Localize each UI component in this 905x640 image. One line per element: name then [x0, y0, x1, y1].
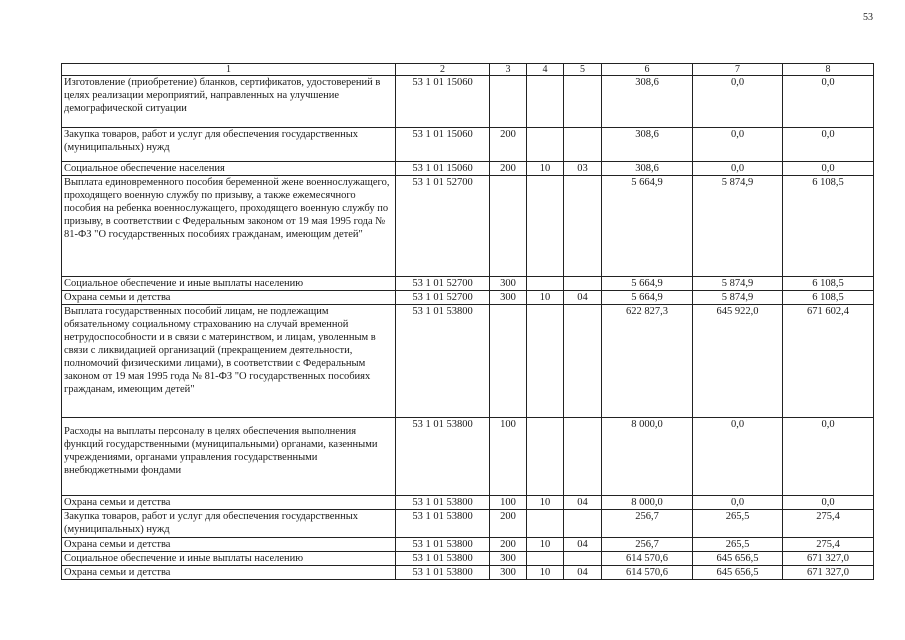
- row-value-8: 6 108,5: [783, 277, 874, 291]
- row-value-8: 275,4: [783, 510, 874, 538]
- row-value-6: 5 664,9: [602, 176, 693, 277]
- row-c5: [564, 510, 602, 538]
- row-name: Закупка товаров, работ и услуг для обеспечения государственных (муниципальных) нужд: [62, 128, 396, 162]
- row-c5: 03: [564, 162, 602, 176]
- row-c5: 04: [564, 496, 602, 510]
- row-c5: 04: [564, 566, 602, 580]
- row-c5: 04: [564, 538, 602, 552]
- row-c3: [490, 76, 527, 128]
- row-c5: [564, 305, 602, 418]
- page-number: 53: [863, 12, 873, 23]
- header-cell: 8: [783, 64, 874, 76]
- table-row: [62, 176, 874, 277]
- header-cell: 6: [602, 64, 693, 76]
- row-value-6: 622 827,3: [602, 305, 693, 418]
- row-c3: 300: [490, 277, 527, 291]
- row-code: 53 1 01 52700: [396, 291, 490, 305]
- table-row: [62, 538, 874, 552]
- row-value-7: 645 656,5: [693, 552, 783, 566]
- header-cell: 2: [396, 64, 490, 76]
- row-value-7: 0,0: [693, 128, 783, 162]
- header-cell: 4: [527, 64, 564, 76]
- header-cell: 1: [62, 64, 396, 76]
- row-name: Охрана семьи и детства: [62, 496, 396, 510]
- row-c4: [527, 76, 564, 128]
- row-value-7: 0,0: [693, 76, 783, 128]
- row-code: 53 1 01 15060: [396, 76, 490, 128]
- row-value-7: 645 656,5: [693, 566, 783, 580]
- row-code: 53 1 01 52700: [396, 277, 490, 291]
- row-name: Выплата государственных пособий лицам, не подлежащим обязательному социальному страхованию на случай временной нетрудоспособности и в связи с материнством, и лицам, уволенным в связи с ликвидацией организаций (прекращением деятельности, полномочий физическими лицами), в соответствии с Федеральным законом от 19 мая 1995 года № 81-ФЗ "О государственных пособиях гражданам, имеющим детей": [62, 305, 396, 418]
- row-name: Расходы на выплаты персоналу в целях обеспечения выполнения функций государственными (муниципальными) органами, казенными учреждениями, органами управления государственными внебюджетными фондами: [62, 418, 396, 496]
- row-value-7: 5 874,9: [693, 291, 783, 305]
- row-c4: [527, 176, 564, 277]
- table-header-row: [62, 64, 874, 76]
- row-value-6: 614 570,6: [602, 552, 693, 566]
- table-row: [62, 277, 874, 291]
- row-name: Выплата единовременного пособия беременной жене военнослужащего, проходящего военную службу по призыву, а также ежемесячного пособия на ребенка военнослужащего, проходящего военную службу по призыву, в соответствии с Федеральным законом от 19 мая 1995 года № 81-ФЗ "О государственных пособиях гражданам, имеющим детей": [62, 176, 396, 277]
- row-c3: 200: [490, 162, 527, 176]
- row-name: Охрана семьи и детства: [62, 566, 396, 580]
- row-c5: 04: [564, 291, 602, 305]
- row-value-8: 0,0: [783, 496, 874, 510]
- row-value-8: 671 327,0: [783, 552, 874, 566]
- row-value-6: 5 664,9: [602, 277, 693, 291]
- row-c3: [490, 176, 527, 277]
- row-name: Социальное обеспечение и иные выплаты населению: [62, 552, 396, 566]
- row-value-8: 0,0: [783, 128, 874, 162]
- table-row: [62, 566, 874, 580]
- table-row: [62, 128, 874, 162]
- row-value-7: 0,0: [693, 418, 783, 496]
- table-row: [62, 76, 874, 128]
- header-cell: 3: [490, 64, 527, 76]
- row-value-7: 0,0: [693, 496, 783, 510]
- row-value-7: 265,5: [693, 538, 783, 552]
- row-value-7: 645 922,0: [693, 305, 783, 418]
- table-row: [62, 418, 874, 496]
- table-row: [62, 552, 874, 566]
- row-c3: [490, 305, 527, 418]
- row-c4: 10: [527, 162, 564, 176]
- row-c5: [564, 76, 602, 128]
- row-name: Изготовление (приобретение) бланков, сертификатов, удостоверений в целях реализации мероприятий, направленных на улучшение демографической ситуации: [62, 76, 396, 128]
- row-value-6: 308,6: [602, 162, 693, 176]
- table-row: [62, 291, 874, 305]
- row-c3: 100: [490, 418, 527, 496]
- row-code: 53 1 01 53800: [396, 552, 490, 566]
- row-value-6: 5 664,9: [602, 291, 693, 305]
- row-name: Закупка товаров, работ и услуг для обеспечения государственных (муниципальных) нужд: [62, 510, 396, 538]
- row-code: 53 1 01 15060: [396, 128, 490, 162]
- table-row: [62, 510, 874, 538]
- row-c3: 200: [490, 538, 527, 552]
- row-c3: 100: [490, 496, 527, 510]
- row-code: 53 1 01 15060: [396, 162, 490, 176]
- row-c3: 300: [490, 566, 527, 580]
- row-value-6: 614 570,6: [602, 566, 693, 580]
- row-c4: [527, 277, 564, 291]
- row-value-8: 6 108,5: [783, 176, 874, 277]
- row-c4: [527, 128, 564, 162]
- row-c3: 300: [490, 552, 527, 566]
- row-value-6: 8 000,0: [602, 496, 693, 510]
- row-c3: 200: [490, 510, 527, 538]
- row-code: 53 1 01 53800: [396, 305, 490, 418]
- row-value-8: 0,0: [783, 76, 874, 128]
- row-c4: [527, 305, 564, 418]
- row-c5: [564, 552, 602, 566]
- row-code: 53 1 01 52700: [396, 176, 490, 277]
- row-value-8: 0,0: [783, 418, 874, 496]
- row-c4: 10: [527, 538, 564, 552]
- row-c4: 10: [527, 496, 564, 510]
- table-row: [62, 162, 874, 176]
- row-c4: 10: [527, 291, 564, 305]
- row-name: Охрана семьи и детства: [62, 538, 396, 552]
- row-value-7: 265,5: [693, 510, 783, 538]
- row-c5: [564, 128, 602, 162]
- row-value-7: 5 874,9: [693, 277, 783, 291]
- row-value-8: 275,4: [783, 538, 874, 552]
- row-name: Социальное обеспечение населения: [62, 162, 396, 176]
- row-value-8: 6 108,5: [783, 291, 874, 305]
- row-value-6: 308,6: [602, 128, 693, 162]
- row-code: 53 1 01 53800: [396, 566, 490, 580]
- header-cell: 5: [564, 64, 602, 76]
- row-c4: [527, 552, 564, 566]
- table-row: [62, 305, 874, 418]
- budget-table: [61, 63, 874, 580]
- header-cell: 7: [693, 64, 783, 76]
- row-name: Социальное обеспечение и иные выплаты населению: [62, 277, 396, 291]
- row-c5: [564, 277, 602, 291]
- table-row: [62, 496, 874, 510]
- row-value-6: 8 000,0: [602, 418, 693, 496]
- row-code: 53 1 01 53800: [396, 496, 490, 510]
- row-code: 53 1 01 53800: [396, 510, 490, 538]
- row-c5: [564, 418, 602, 496]
- row-value-6: 308,6: [602, 76, 693, 128]
- row-code: 53 1 01 53800: [396, 418, 490, 496]
- row-c4: [527, 418, 564, 496]
- row-c3: 300: [490, 291, 527, 305]
- row-value-6: 256,7: [602, 538, 693, 552]
- row-value-7: 0,0: [693, 162, 783, 176]
- row-value-7: 5 874,9: [693, 176, 783, 277]
- row-c4: [527, 510, 564, 538]
- row-value-8: 0,0: [783, 162, 874, 176]
- row-value-6: 256,7: [602, 510, 693, 538]
- row-value-8: 671 327,0: [783, 566, 874, 580]
- row-c3: 200: [490, 128, 527, 162]
- row-c5: [564, 176, 602, 277]
- row-c4: 10: [527, 566, 564, 580]
- row-value-8: 671 602,4: [783, 305, 874, 418]
- row-code: 53 1 01 53800: [396, 538, 490, 552]
- row-name: Охрана семьи и детства: [62, 291, 396, 305]
